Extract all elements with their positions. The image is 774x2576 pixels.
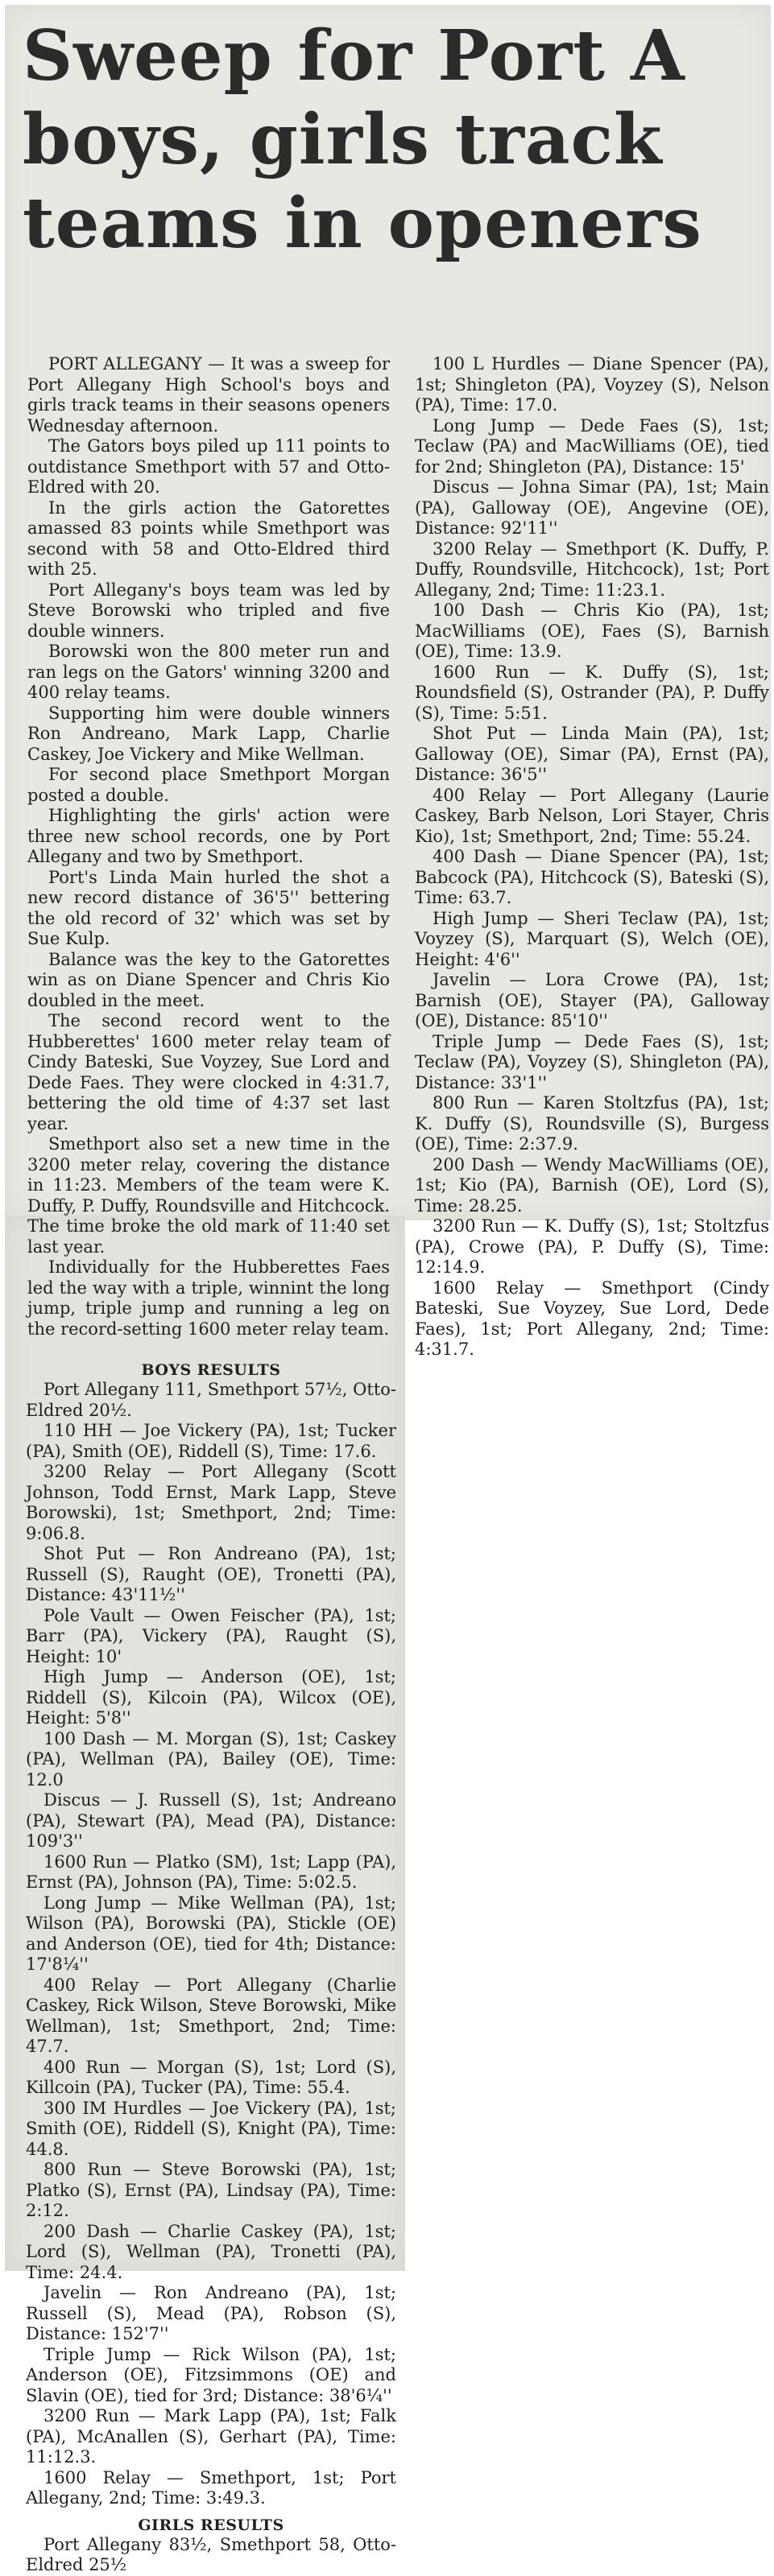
boys-results-title: BOYS RESULTS (141, 1361, 281, 1379)
result-entry: 100 L Hurdles — Diane Spencer (PA), 1st; Shingleton (PA), Voyzey (S), Nelson (PA), Time: 17.0. (415, 354, 769, 415)
article-left-column (27, 354, 390, 1340)
article-paragraph: In the girls action the Gatorettes amassed 83 points while Smethport was second with 58 and Otto-Eldred third with 25. (27, 497, 390, 579)
article-paragraph: For second place Smethport Morgan posted a double. (27, 765, 390, 805)
girls-results-column (415, 354, 769, 1360)
headline (23, 14, 764, 266)
article-paragraph: Borowski won the 800 meter run and ran legs on the Gators' winning 3200 and 400 relay teams. (27, 642, 390, 702)
article-paragraph: Smethport also set a new time in the 3200 meter relay, covering the distance in 11:23. Members of the team were K. Duffy, P. Duffy, Roundsville and Hitchcock. The time broke the old mark of 11:40 set last year. (27, 1134, 390, 1257)
article-paragraph: Port's Linda Main hurled the shot a new record distance of 36'5'' bettering the old record of 32' which was set by Sue Kulp. (27, 867, 390, 948)
article-paragraph: Supporting him were double winners Ron Andreano, Mark Lapp, Charlie Caskey, Joe Vickery and Mike Wellman. (27, 703, 390, 764)
result-entry: 1600 Relay — Smethport (Cindy Bateski, Sue Voyzey, Sue Lord, Dede Faes), 1st; Port Allegany, 2nd; Time: 4:31.7. (415, 1278, 769, 1359)
article-paragraph: The second record went to the Hubberettes' 1600 meter relay team of Cindy Bateski, Sue Voyzey, Sue Lord and Dede Faes. They were clocked in 4:31.7, bettering the old time of 4:37 set last year. (27, 1011, 390, 1133)
result-entry: Javelin — Lora Crowe (PA), 1st; Barnish (OE), Stayer (PA), Galloway (OE), Distance: 85'10'' (415, 970, 769, 1030)
result-entry: 400 Dash — Diane Spencer (PA), 1st; Babcock (PA), Hitchcock (S), Bateski (S), Time: 63.7. (415, 847, 769, 907)
article-paragraph: Port Allegany's boys team was led by Steve Borowski who tripled and five double winners. (27, 580, 390, 641)
result-entry: 100 Dash — M. Morgan (S), 1st; Caskey (PA), Wellman (PA), Bailey (OE), Time: 12.0 (26, 1728, 396, 1790)
article-paragraph: The Gators boys piled up 111 points to outdistance Smethport with 57 and Otto-Eldred with 20. (27, 436, 390, 497)
result-entry: Triple Jump — Rick Wilson (PA), 1st; Anderson (OE), Fitzsimmons (OE) and Slavin (OE), tied for 3rd; Distance: 38'6¼'' (26, 2344, 396, 2405)
result-entry: 1600 Run — Platko (SM), 1st; Lapp (PA), Ernst (PA), Johnson (PA), Time: 5:02.5. (26, 1852, 396, 1892)
result-entry: Shot Put — Ron Andreano (PA), 1st; Russell (S), Raught (OE), Tronetti (PA), Distance: 43'11½'' (26, 1544, 396, 1604)
result-entry: 3200 Run — Mark Lapp (PA), 1st; Falk (PA), McAnallen (S), Gerhart (PA), Time: 11:12.3. (26, 2406, 396, 2467)
result-entry: Port Allegany 111, Smethport 57½, Otto-Eldred 20½. (26, 1380, 396, 1420)
result-entry: Long Jump — Dede Faes (S), 1st; Teclaw (PA) and MacWilliams (OE), tied for 2nd; Shingleton (PA), Distance: 15' (415, 415, 769, 477)
article-paragraph: PORT ALLEGANY — It was a sweep for Port Allegany High School's boys and girls track teams in their seasons openers Wednesday afternoon. (27, 354, 390, 436)
result-entry: 1600 Relay — Smethport, 1st; Port Allegany, 2nd; Time: 3:49.3. (26, 2467, 396, 2508)
result-entry: 3200 Relay — Smethport (K. Duffy, P. Duffy, Roundsville, Hitchcock), 1st; Port Allegany, 2nd; Time: 11:23.1. (415, 539, 769, 600)
result-entry: 400 Run — Morgan (S), 1st; Lord (S), Killcoin (PA), Tucker (PA), Time: 55.4. (26, 2057, 396, 2097)
article-paragraph: Highlighting the girls' action were three new school records, one by Port Allegany and two by Smethport. (27, 806, 390, 866)
headline-line-2: boys, girls track (23, 99, 663, 180)
result-entry: High Jump — Sheri Teclaw (PA), 1st; Voyzey (S), Marquart (S), Welch (OE), Height: 4'6'' (415, 908, 769, 969)
result-entry: Shot Put — Linda Main (PA), 1st; Galloway (OE), Simar (PA), Ernst (PA), Distance: 36'5'' (415, 724, 769, 784)
result-entry: Discus — Johna Simar (PA), 1st; Main (PA), Galloway (OE), Angevine (OE), Distance: 92'11'' (415, 477, 769, 538)
result-entry: 800 Run — Karen Stoltzfus (PA), 1st; K. Duffy (S), Roundsville (S), Burgess (OE), Time: 2:37.9. (415, 1093, 769, 1154)
result-entry: Discus — J. Russell (S), 1st; Andreano (PA), Stewart (PA), Mead (PA), Distance: 109'3'' (26, 1790, 396, 1851)
result-entry: Port Allegany 83½, Smethport 58, Otto-Eldred 25½ (26, 2534, 396, 2574)
result-entry: Javelin — Ron Andreano (PA), 1st; Russell (S), Mead (PA), Robson (S), Distance: 152'7'' (26, 2283, 396, 2343)
result-entry: 3200 Relay — Port Allegany (Scott Johnson, Todd Ernst, Mark Lapp, Steve Borowski), 1st; Smethport, 2nd; Time: 9:06.8. (26, 1462, 396, 1543)
result-entry: 3200 Run — K. Duffy (S), 1st; Stoltzfus (PA), Crowe (PA), P. Duffy (S), Time: 12:14.9. (415, 1216, 769, 1277)
result-entry: 300 IM Hurdles — Joe Vickery (PA), 1st; Smith (OE), Riddell (S), Knight (PA), Time: 44.8. (26, 2098, 396, 2159)
result-entry: 100 Dash — Chris Kio (PA), 1st; MacWilliams (OE), Faes (S), Barnish (OE), Time: 13.9. (415, 601, 769, 661)
result-entry: 110 HH — Joe Vickery (PA), 1st; Tucker (PA), Smith (OE), Riddell (S), Time: 17.6. (26, 1421, 396, 1461)
result-entry: 400 Relay — Port Allegany (Laurie Caskey, Barb Nelson, Lori Stayer, Chris Kio), 1st; Smethport, 2nd; Time: 55.24. (415, 785, 769, 846)
headline-line-1: Sweep for Port A (23, 15, 685, 97)
result-entry: 200 Dash — Wendy MacWilliams (OE), 1st; Kio (PA), Barnish (OE), Lord (S), Time: 28.25. (415, 1154, 769, 1216)
boys-results-section (26, 1360, 396, 2576)
result-entry: High Jump — Anderson (OE), 1st; Riddell (S), Kilcoin (PA), Wilcox (OE), Height: 5'8'' (26, 1667, 396, 1728)
result-entry: Triple Jump — Dede Faes (S), 1st; Teclaw (PA), Voyzey (S), Shingleton (PA), Distance: 33'1'' (415, 1031, 769, 1092)
result-entry: 1600 Run — K. Duffy (S), 1st; Roundsfield (S), Ostrander (PA), P. Duffy (S), Time: 5:51. (415, 662, 769, 723)
article-paragraph: Balance was the key to the Gatorettes win as on Diane Spencer and Chris Kio doubled in the meet. (27, 949, 390, 1010)
result-entry: 800 Run — Steve Borowski (PA), 1st; Platko (S), Ernst (PA), Lindsay (PA), Time: 2:12. (26, 2160, 396, 2220)
result-entry: 400 Relay — Port Allegany (Charlie Caskey, Rick Wilson, Steve Borowski, Mike Wellman), 1st; Smethport, 2nd; Time: 47.7. (26, 1975, 396, 2056)
result-entry: 200 Dash — Charlie Caskey (PA), 1st; Lord (S), Wellman (PA), Tronetti (PA), Time: 24.4. (26, 2221, 396, 2282)
result-entry: Long Jump — Mike Wellman (PA), 1st; Wilson (PA), Borowski (PA), Stickle (OE) and Anderson (OE), tied for 4th; Distance: 17'8¼'' (26, 1893, 396, 1974)
headline-line-3: teams in openers (23, 183, 702, 264)
article-paragraph: Individually for the Hubberettes Faes led the way with a triple, winnint the long jump, triple jump and running a leg on the record-setting 1600 meter relay team. (27, 1257, 390, 1339)
result-entry: Pole Vault — Owen Feischer (PA), 1st; Barr (PA), Vickery (PA), Raught (S), Height: 10' (26, 1605, 396, 1666)
girls-results-title: GIRLS RESULTS (138, 2516, 284, 2534)
